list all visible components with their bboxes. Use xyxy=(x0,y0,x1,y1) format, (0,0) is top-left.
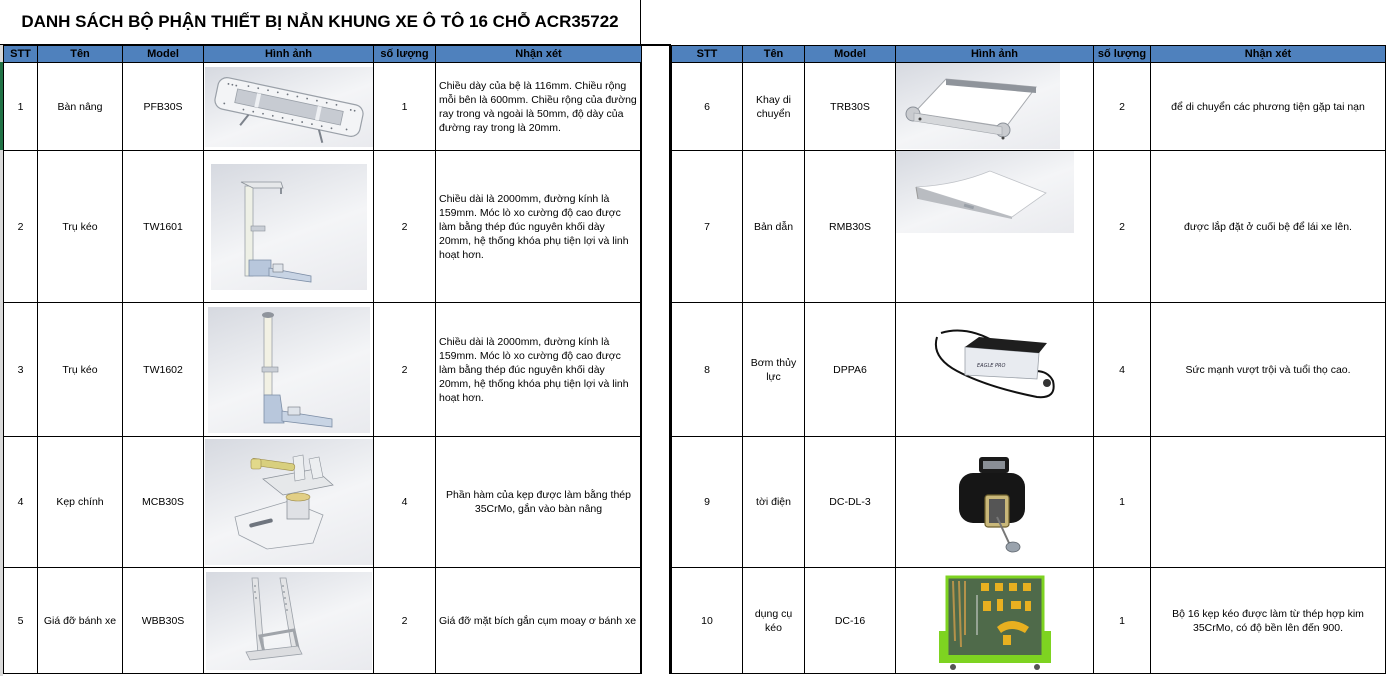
header-stt[interactable]: STT xyxy=(4,46,38,63)
notes-cell[interactable]: Phần hàm của kẹp được làm bằng thép 35CrMo, gắn vào bàn nâng xyxy=(436,437,642,568)
name-cell[interactable]: Trụ kéo xyxy=(38,151,123,303)
model-cell[interactable]: DC-DL-3 xyxy=(805,437,896,568)
header-qty[interactable]: số lượng xyxy=(1094,46,1151,63)
name-cell[interactable]: Kẹp chính xyxy=(38,437,123,568)
image-cell[interactable] xyxy=(896,151,1094,303)
column-divider xyxy=(640,44,671,674)
stt-cell[interactable]: 2 xyxy=(4,151,38,303)
name-cell[interactable]: Bàn nâng xyxy=(38,63,123,151)
header-image[interactable]: Hình ảnh xyxy=(896,46,1094,63)
name-cell[interactable]: Bản dẫn xyxy=(743,151,805,303)
svg-text:EAGLE PRO: EAGLE PRO xyxy=(976,363,1005,369)
stt-cell[interactable]: 10 xyxy=(672,568,743,674)
model-cell[interactable]: WBB30S xyxy=(123,568,204,674)
notes-cell[interactable]: Sức mạnh vượt trội và tuổi thọ cao. xyxy=(1151,303,1386,437)
qty-cell[interactable]: 1 xyxy=(374,63,436,151)
header-stt[interactable]: STT xyxy=(672,46,743,63)
notes-cell[interactable]: được lắp đặt ở cuối bệ để lái xe lên. xyxy=(1151,151,1386,303)
image-cell[interactable] xyxy=(204,303,374,437)
dolly-tray-image xyxy=(896,63,1060,149)
name-cell[interactable]: tời điện xyxy=(743,437,805,568)
model-cell[interactable]: DPPA6 xyxy=(805,303,896,437)
image-cell[interactable] xyxy=(204,151,374,303)
qty-cell[interactable]: 2 xyxy=(1094,151,1151,303)
header-model[interactable]: Model xyxy=(123,46,204,63)
header-row xyxy=(672,46,1386,63)
model-cell[interactable]: TW1602 xyxy=(123,303,204,437)
notes-cell[interactable]: để di chuyển các phương tiện gặp tai nạn xyxy=(1151,63,1386,151)
stt-cell[interactable]: 5 xyxy=(4,568,38,674)
header-name[interactable]: Tên xyxy=(38,46,123,63)
table-row xyxy=(672,437,1386,568)
stt-cell[interactable]: 1 xyxy=(4,63,38,151)
model-cell[interactable]: TRB30S xyxy=(805,63,896,151)
notes-cell[interactable]: Chiều dài là 2000mm, đường kính là 159mm. Móc lò xo cường độ cao được làm bằng thép đúc nguyên khối dày 20mm, hệ thống khóa phụ tiện lợi và linh hoạt hơn. xyxy=(436,303,642,437)
qty-cell[interactable]: 1 xyxy=(1094,437,1151,568)
table-row xyxy=(4,303,642,437)
table-row xyxy=(4,437,642,568)
header-notes[interactable]: Nhận xét xyxy=(436,46,642,63)
stt-cell[interactable]: 9 xyxy=(672,437,743,568)
stt-cell[interactable]: 7 xyxy=(672,151,743,303)
hydraulic-pump-image xyxy=(927,317,1063,407)
main-clamp-image xyxy=(205,439,373,565)
header-model[interactable]: Model xyxy=(805,46,896,63)
table-row xyxy=(4,63,642,151)
model-cell[interactable]: TW1601 xyxy=(123,151,204,303)
parts-table-right xyxy=(671,45,1386,674)
qty-cell[interactable]: 2 xyxy=(1094,63,1151,151)
notes-cell[interactable]: Bộ 16 kẹp kéo được làm từ thép hợp kim 35CrMo, có độ bền lên đến 900. xyxy=(1151,568,1386,674)
platform-image xyxy=(205,67,373,147)
parts-table-left xyxy=(3,45,642,674)
notes-cell[interactable]: Giá đỡ mặt bích gắn cụm moay ơ bánh xe xyxy=(436,568,642,674)
table-row xyxy=(672,63,1386,151)
image-cell[interactable] xyxy=(896,303,1094,437)
table-row xyxy=(4,151,642,303)
electric-winch-image xyxy=(945,447,1045,557)
name-cell[interactable]: Giá đỡ bánh xe xyxy=(38,568,123,674)
title-cell[interactable] xyxy=(0,0,641,45)
pulling-tools-rack-image xyxy=(937,571,1053,671)
model-cell[interactable]: PFB30S xyxy=(123,63,204,151)
notes-cell[interactable]: Chiều dày của bệ là 116mm. Chiều rộng mỗi bên là 600mm. Chiều rộng của đường ray trong và ngoài là 50mm, độ dày của đường ray trong là 20mm. xyxy=(436,63,642,151)
qty-cell[interactable]: 1 xyxy=(1094,568,1151,674)
image-cell[interactable] xyxy=(896,568,1094,674)
pull-tower-image xyxy=(208,307,370,433)
notes-cell[interactable]: Chiều dài là 2000mm, đường kính là 159mm. Móc lò xo cường độ cao được làm bằng thép đúc nguyên khối dày 20mm, hệ thống khóa phụ tiện lợi và linh hoạt hơn. xyxy=(436,151,642,303)
stt-cell[interactable]: 4 xyxy=(4,437,38,568)
sheet-title: DANH SÁCH BỘ PHẬN THIẾT BỊ NẮN KHUNG XE Ô TÔ 16 CHỖ ACR35722 xyxy=(21,12,619,31)
header-qty[interactable]: số lượng xyxy=(374,46,436,63)
header-image[interactable]: Hình ảnh xyxy=(204,46,374,63)
qty-cell[interactable]: 2 xyxy=(374,151,436,303)
image-cell[interactable] xyxy=(896,63,1094,151)
table-row xyxy=(672,151,1386,303)
stt-cell[interactable]: 8 xyxy=(672,303,743,437)
model-cell[interactable]: DC-16 xyxy=(805,568,896,674)
ramp-image xyxy=(896,151,1074,233)
model-cell[interactable]: RMB30S xyxy=(805,151,896,303)
name-cell[interactable]: Khay di chuyển xyxy=(743,63,805,151)
notes-cell[interactable] xyxy=(1151,437,1386,568)
table-row xyxy=(672,568,1386,674)
image-cell[interactable] xyxy=(204,63,374,151)
name-cell[interactable]: Bơm thủy lực xyxy=(743,303,805,437)
wheel-bracket-image xyxy=(206,572,372,670)
header-row xyxy=(4,46,642,63)
stt-cell[interactable]: 6 xyxy=(672,63,743,151)
qty-cell[interactable]: 2 xyxy=(374,568,436,674)
table-row xyxy=(672,303,1386,437)
name-cell[interactable]: dụng cụ kéo xyxy=(743,568,805,674)
qty-cell[interactable]: 2 xyxy=(374,303,436,437)
qty-cell[interactable]: 4 xyxy=(1094,303,1151,437)
pull-tower-image xyxy=(211,164,367,290)
qty-cell[interactable]: 4 xyxy=(374,437,436,568)
table-row xyxy=(4,568,642,674)
name-cell[interactable]: Trụ kéo xyxy=(38,303,123,437)
image-cell[interactable] xyxy=(204,568,374,674)
model-cell[interactable]: MCB30S xyxy=(123,437,204,568)
image-cell[interactable] xyxy=(204,437,374,568)
header-name[interactable]: Tên xyxy=(743,46,805,63)
image-cell[interactable] xyxy=(896,437,1094,568)
header-notes[interactable]: Nhận xét xyxy=(1151,46,1386,63)
stt-cell[interactable]: 3 xyxy=(4,303,38,437)
